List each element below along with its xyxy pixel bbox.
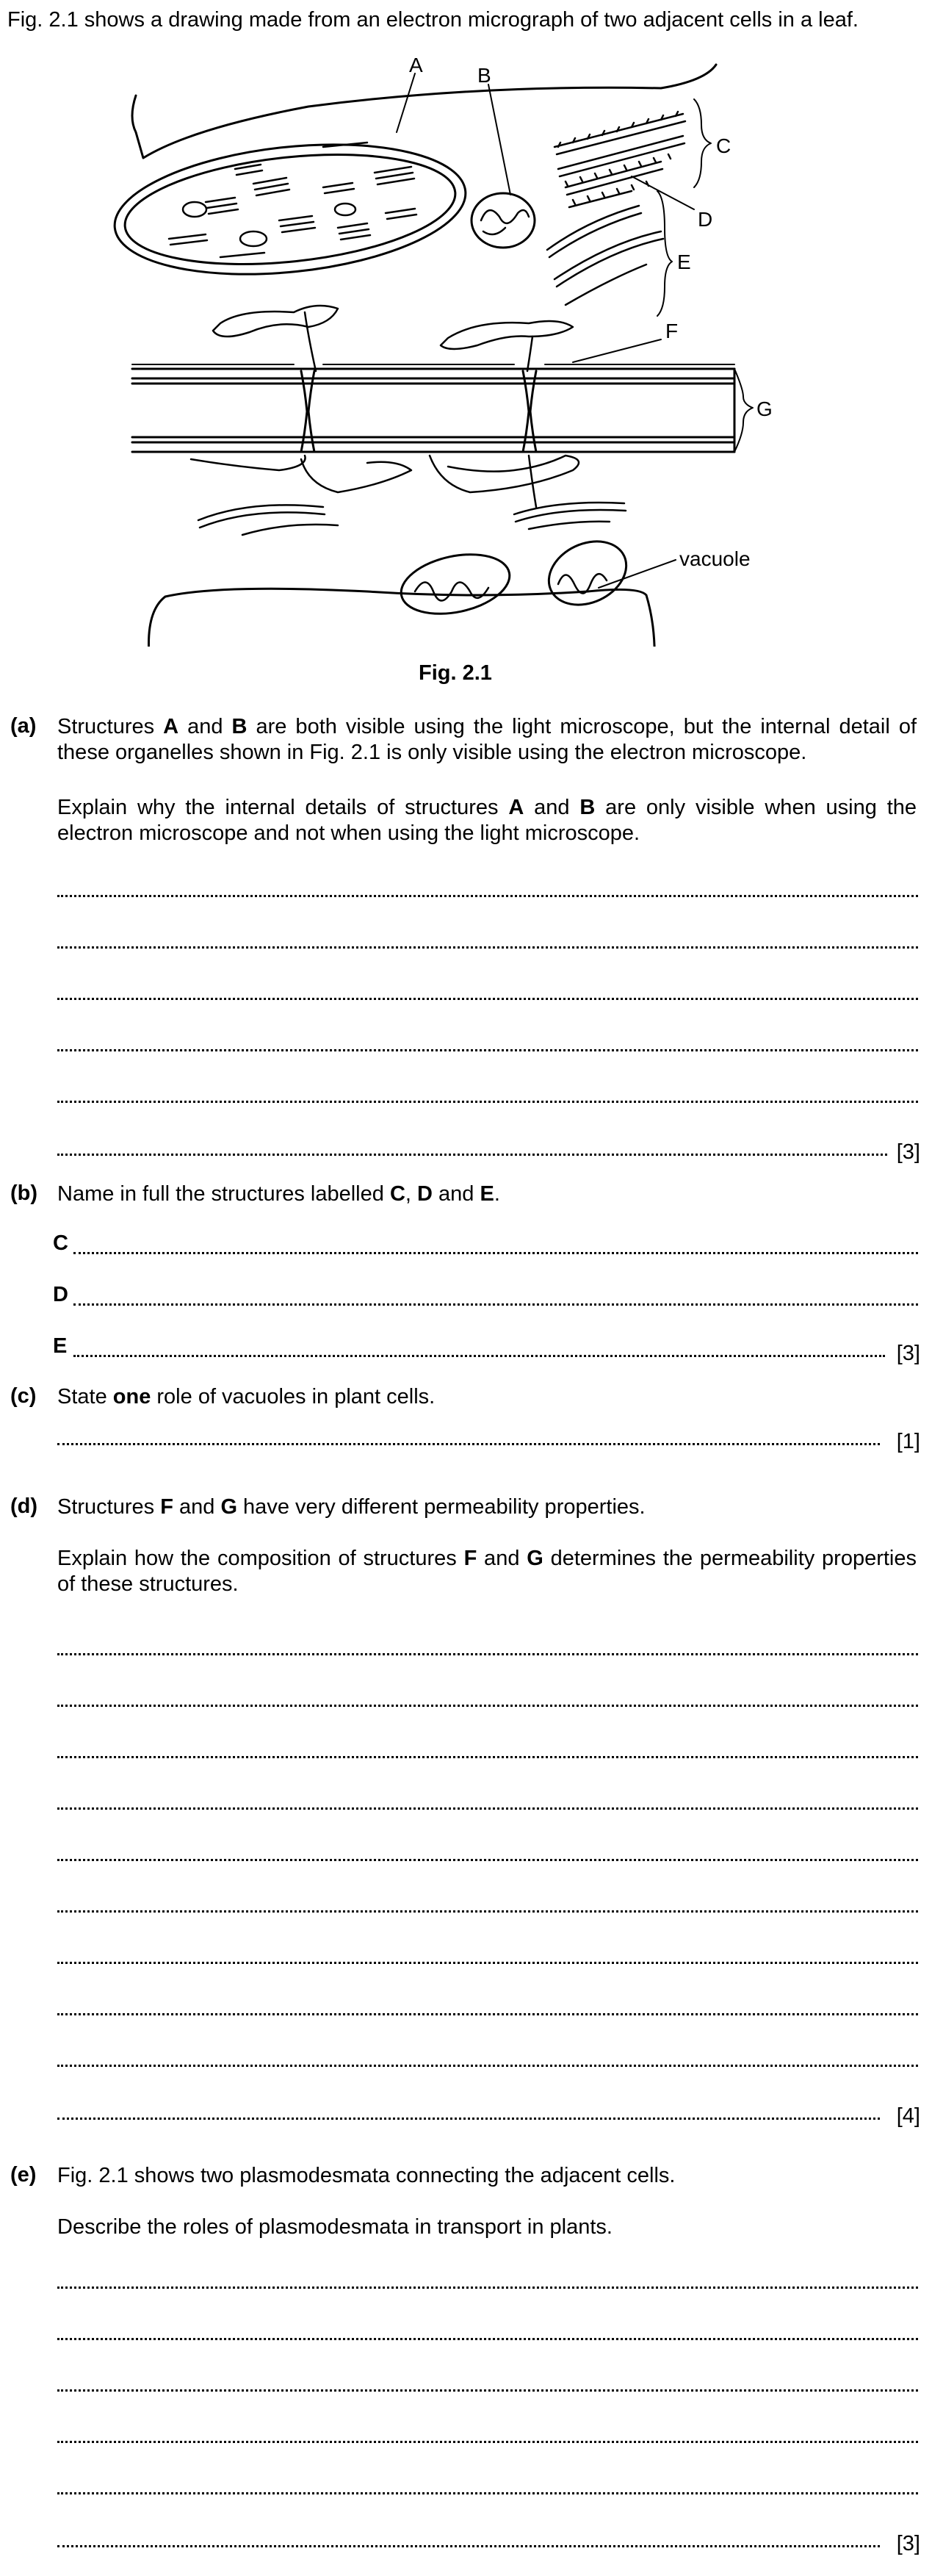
answer-line[interactable] — [57, 2389, 918, 2392]
part-d-text2: Explain how the composition of structures F and G determines the permeability properties of these structures. — [57, 1547, 917, 1596]
part-b-letter: (b) — [10, 1181, 38, 1205]
answer-line[interactable] — [57, 1443, 880, 1445]
answer-line[interactable] — [57, 2013, 918, 2015]
figure-caption: Fig. 2.1 — [419, 661, 492, 685]
chloroplast-outer — [108, 129, 472, 289]
part-e-text1: Fig. 2.1 shows two plasmodesmata connecting the adjacent cells. — [57, 2164, 676, 2187]
mitochondrion-lower-2 — [538, 530, 637, 617]
part-a-text1: Structures A and B are both visible using the light microscope, but the internal detail of these organelles shown in Fig. 2.1 is only visible using the electron microscope. — [57, 715, 917, 764]
answer-line[interactable] — [57, 2065, 918, 2067]
answer-line[interactable] — [57, 2287, 918, 2289]
smooth-er — [547, 206, 663, 305]
answer-line[interactable] — [57, 1859, 918, 1861]
label-f: F — [665, 320, 679, 342]
answer-line-e[interactable] — [73, 1355, 885, 1357]
answer-line[interactable] — [57, 1705, 918, 1707]
label-line-e: E — [53, 1334, 68, 1358]
label-d: D — [698, 208, 713, 231]
part-c-letter: (c) — [10, 1384, 37, 1408]
answer-line[interactable] — [57, 1807, 918, 1810]
answer-line[interactable] — [57, 2492, 918, 2494]
chloroplast-grana — [169, 143, 416, 257]
answer-line[interactable] — [57, 895, 918, 897]
part-e-marks: [3] — [896, 2532, 920, 2555]
label-line-c: C — [53, 1231, 68, 1255]
answer-line[interactable] — [57, 946, 918, 949]
answer-line[interactable] — [57, 998, 918, 1000]
label-g: G — [756, 397, 773, 420]
rough-er — [554, 112, 685, 207]
label-a: A — [409, 54, 423, 76]
part-e-text2: Describe the roles of plasmodesmata in transport in plants. — [57, 2215, 613, 2239]
answer-line[interactable] — [57, 1910, 918, 1913]
answer-line[interactable] — [57, 1101, 918, 1103]
answer-line[interactable] — [57, 2441, 918, 2443]
label-e: E — [677, 251, 691, 273]
part-d-marks: [4] — [896, 2104, 920, 2128]
cell-surface-top — [132, 65, 716, 158]
label-c: C — [716, 134, 731, 157]
answer-line[interactable] — [57, 2545, 880, 2547]
answer-line-c[interactable] — [73, 1252, 918, 1254]
part-d-letter: (d) — [10, 1494, 38, 1518]
part-a-letter: (a) — [10, 714, 37, 738]
part-b-marks: [3] — [896, 1342, 920, 1365]
part-b-text: Name in full the structures labelled C, D and E. — [57, 1182, 500, 1206]
answer-line[interactable] — [57, 2118, 880, 2120]
answer-line[interactable] — [57, 2338, 918, 2340]
cell-micrograph-drawing — [0, 44, 932, 647]
label-vacuole: vacuole — [679, 547, 751, 570]
answer-line[interactable] — [57, 1154, 887, 1156]
intro-text: Fig. 2.1 shows a drawing made from an electron micrograph of two adjacent cells in a leaf. — [7, 8, 859, 32]
label-line-d: D — [53, 1283, 68, 1306]
cell-wall — [132, 369, 734, 452]
part-a-marks: [3] — [896, 1140, 920, 1164]
answer-line[interactable] — [57, 1756, 918, 1758]
label-b: B — [477, 64, 491, 87]
answer-line[interactable] — [57, 1962, 918, 1964]
part-c-marks: [1] — [896, 1430, 920, 1453]
answer-line[interactable] — [57, 1653, 918, 1655]
answer-line-d[interactable] — [73, 1303, 918, 1306]
part-d-text1: Structures F and G have very different permeability properties. — [57, 1495, 646, 1519]
part-c-text: State one role of vacuoles in plant cells. — [57, 1385, 436, 1408]
answer-line[interactable] — [57, 1049, 918, 1051]
part-e-letter: (e) — [10, 2163, 37, 2187]
part-a-text2: Explain why the internal details of structures A and B are only visible when using the electron microscope and not when using the light microscope. — [57, 796, 917, 845]
